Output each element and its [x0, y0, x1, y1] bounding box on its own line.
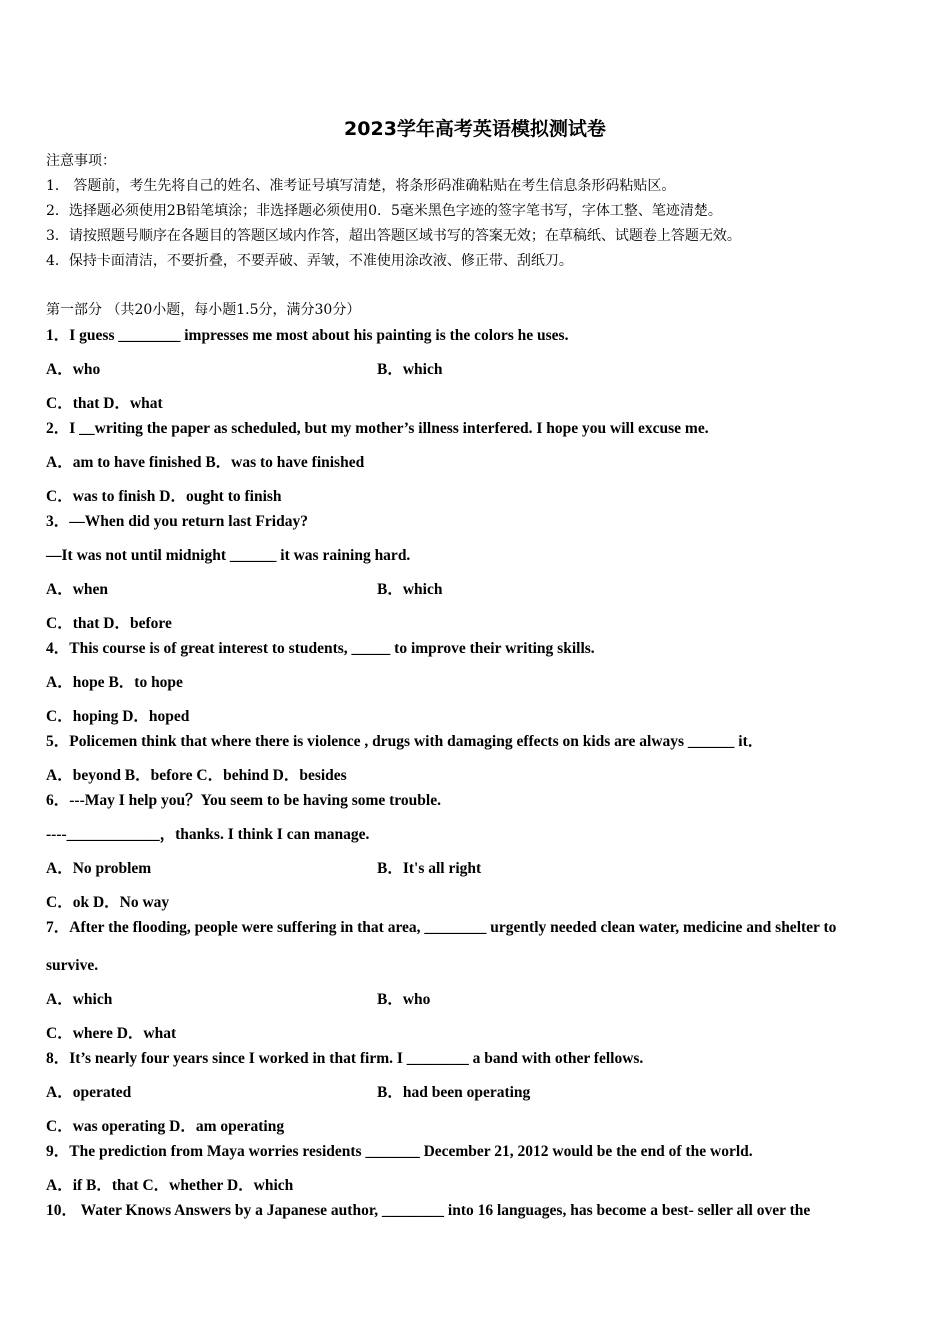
- question-stem: 7．After the flooding, people were suffering in that area, ________ urgently needed clean water, medicine and shelter to: [46, 919, 837, 936]
- option-cd: C．where D．what: [46, 1025, 177, 1042]
- option-a: A．when: [46, 581, 109, 598]
- question-options: [46, 581, 443, 599]
- question-stem: 6．---May I help you？You seem to be having some trouble.: [46, 792, 441, 809]
- option-cd: C．was operating D．am operating: [46, 1118, 285, 1135]
- option-ab: A．am to have finished B．was to have finished: [46, 454, 365, 471]
- option-a: A．who: [46, 361, 101, 378]
- question-stem-cont: —It was not until midnight ______ it was raining hard.: [46, 547, 411, 564]
- question-options: A．beyond B．before C．behind D．besides: [46, 767, 347, 784]
- notice-item: 4．保持卡面清洁，不要折叠，不要弄破、弄皱，不准使用涂改液、修正带、刮纸刀。: [46, 253, 573, 269]
- question-stem: 1．I guess ________ impresses me most about his painting is the colors he uses.: [46, 327, 569, 344]
- question-stem: 10． Water Knows Answers by a Japanese author, ________ into 16 languages, has become a best- seller all over the: [46, 1202, 811, 1219]
- question-options: [46, 991, 431, 1009]
- section-heading: 第一部分 （共20小题，每小题1.5分，满分30分）: [46, 302, 361, 318]
- option-cd: C．that D．before: [46, 615, 172, 632]
- question-stem-cont: survive.: [46, 957, 99, 974]
- option-b: B．It's all right: [377, 860, 482, 877]
- page-title: 2023学年高考英语模拟测试卷: [344, 118, 606, 140]
- question-stem: 9．The prediction from Maya worries residents _______ December 21, 2012 would be the end of the world.: [46, 1143, 753, 1160]
- option-b: B．who: [377, 991, 431, 1008]
- question-stem: 8．It’s nearly four years since I worked in that firm. I ________ a band with other fellows.: [46, 1050, 644, 1067]
- question-options: [46, 361, 443, 379]
- option-cd: C．that D．what: [46, 395, 163, 412]
- option-a: A．No problem: [46, 860, 152, 877]
- option-ab: A．hope B．to hope: [46, 674, 183, 691]
- question-stem: 2．I __writing the paper as scheduled, but my mother’s illness interfered. I hope you will excuse me.: [46, 420, 709, 437]
- option-b: B．had been operating: [377, 1084, 531, 1101]
- option-cd: C．was to finish D．ought to finish: [46, 488, 282, 505]
- option-a: A．which: [46, 991, 113, 1008]
- option-a: A．operated: [46, 1084, 132, 1101]
- question-stem: 3．—When did you return last Friday?: [46, 513, 308, 530]
- option-cd: C．hoping D．hoped: [46, 708, 190, 725]
- notice-item: 2．选择题必须使用2B铅笔填涂；非选择题必须使用0．5毫米黑色字迹的签字笔书写，字体工整、笔迹清楚。: [46, 203, 722, 219]
- question-options: A．if B．that C．whether D．which: [46, 1177, 294, 1194]
- question-stem: 5．Policemen think that where there is violence , drugs with damaging effects on kids are always ______ it．: [46, 733, 764, 750]
- question-options: [46, 1084, 531, 1102]
- question-stem-cont: ----____________，thanks. I think I can manage.: [46, 826, 370, 843]
- notice-heading: 注意事项：: [46, 153, 116, 169]
- notice-item: 1． 答题前，考生先将自己的姓名、准考证号填写清楚，将条形码准确粘贴在考生信息条形码粘贴区。: [46, 178, 676, 194]
- notice-item: 3．请按照题号顺序在各题目的答题区域内作答，超出答题区域书写的答案无效；在草稿纸、试题卷上答题无效。: [46, 228, 741, 244]
- question-options: [46, 860, 482, 878]
- question-stem: 4．This course is of great interest to students, _____ to improve their writing skills.: [46, 640, 595, 657]
- option-cd: C．ok D．No way: [46, 894, 170, 911]
- option-b: B．which: [377, 581, 443, 598]
- option-b: B．which: [377, 361, 443, 378]
